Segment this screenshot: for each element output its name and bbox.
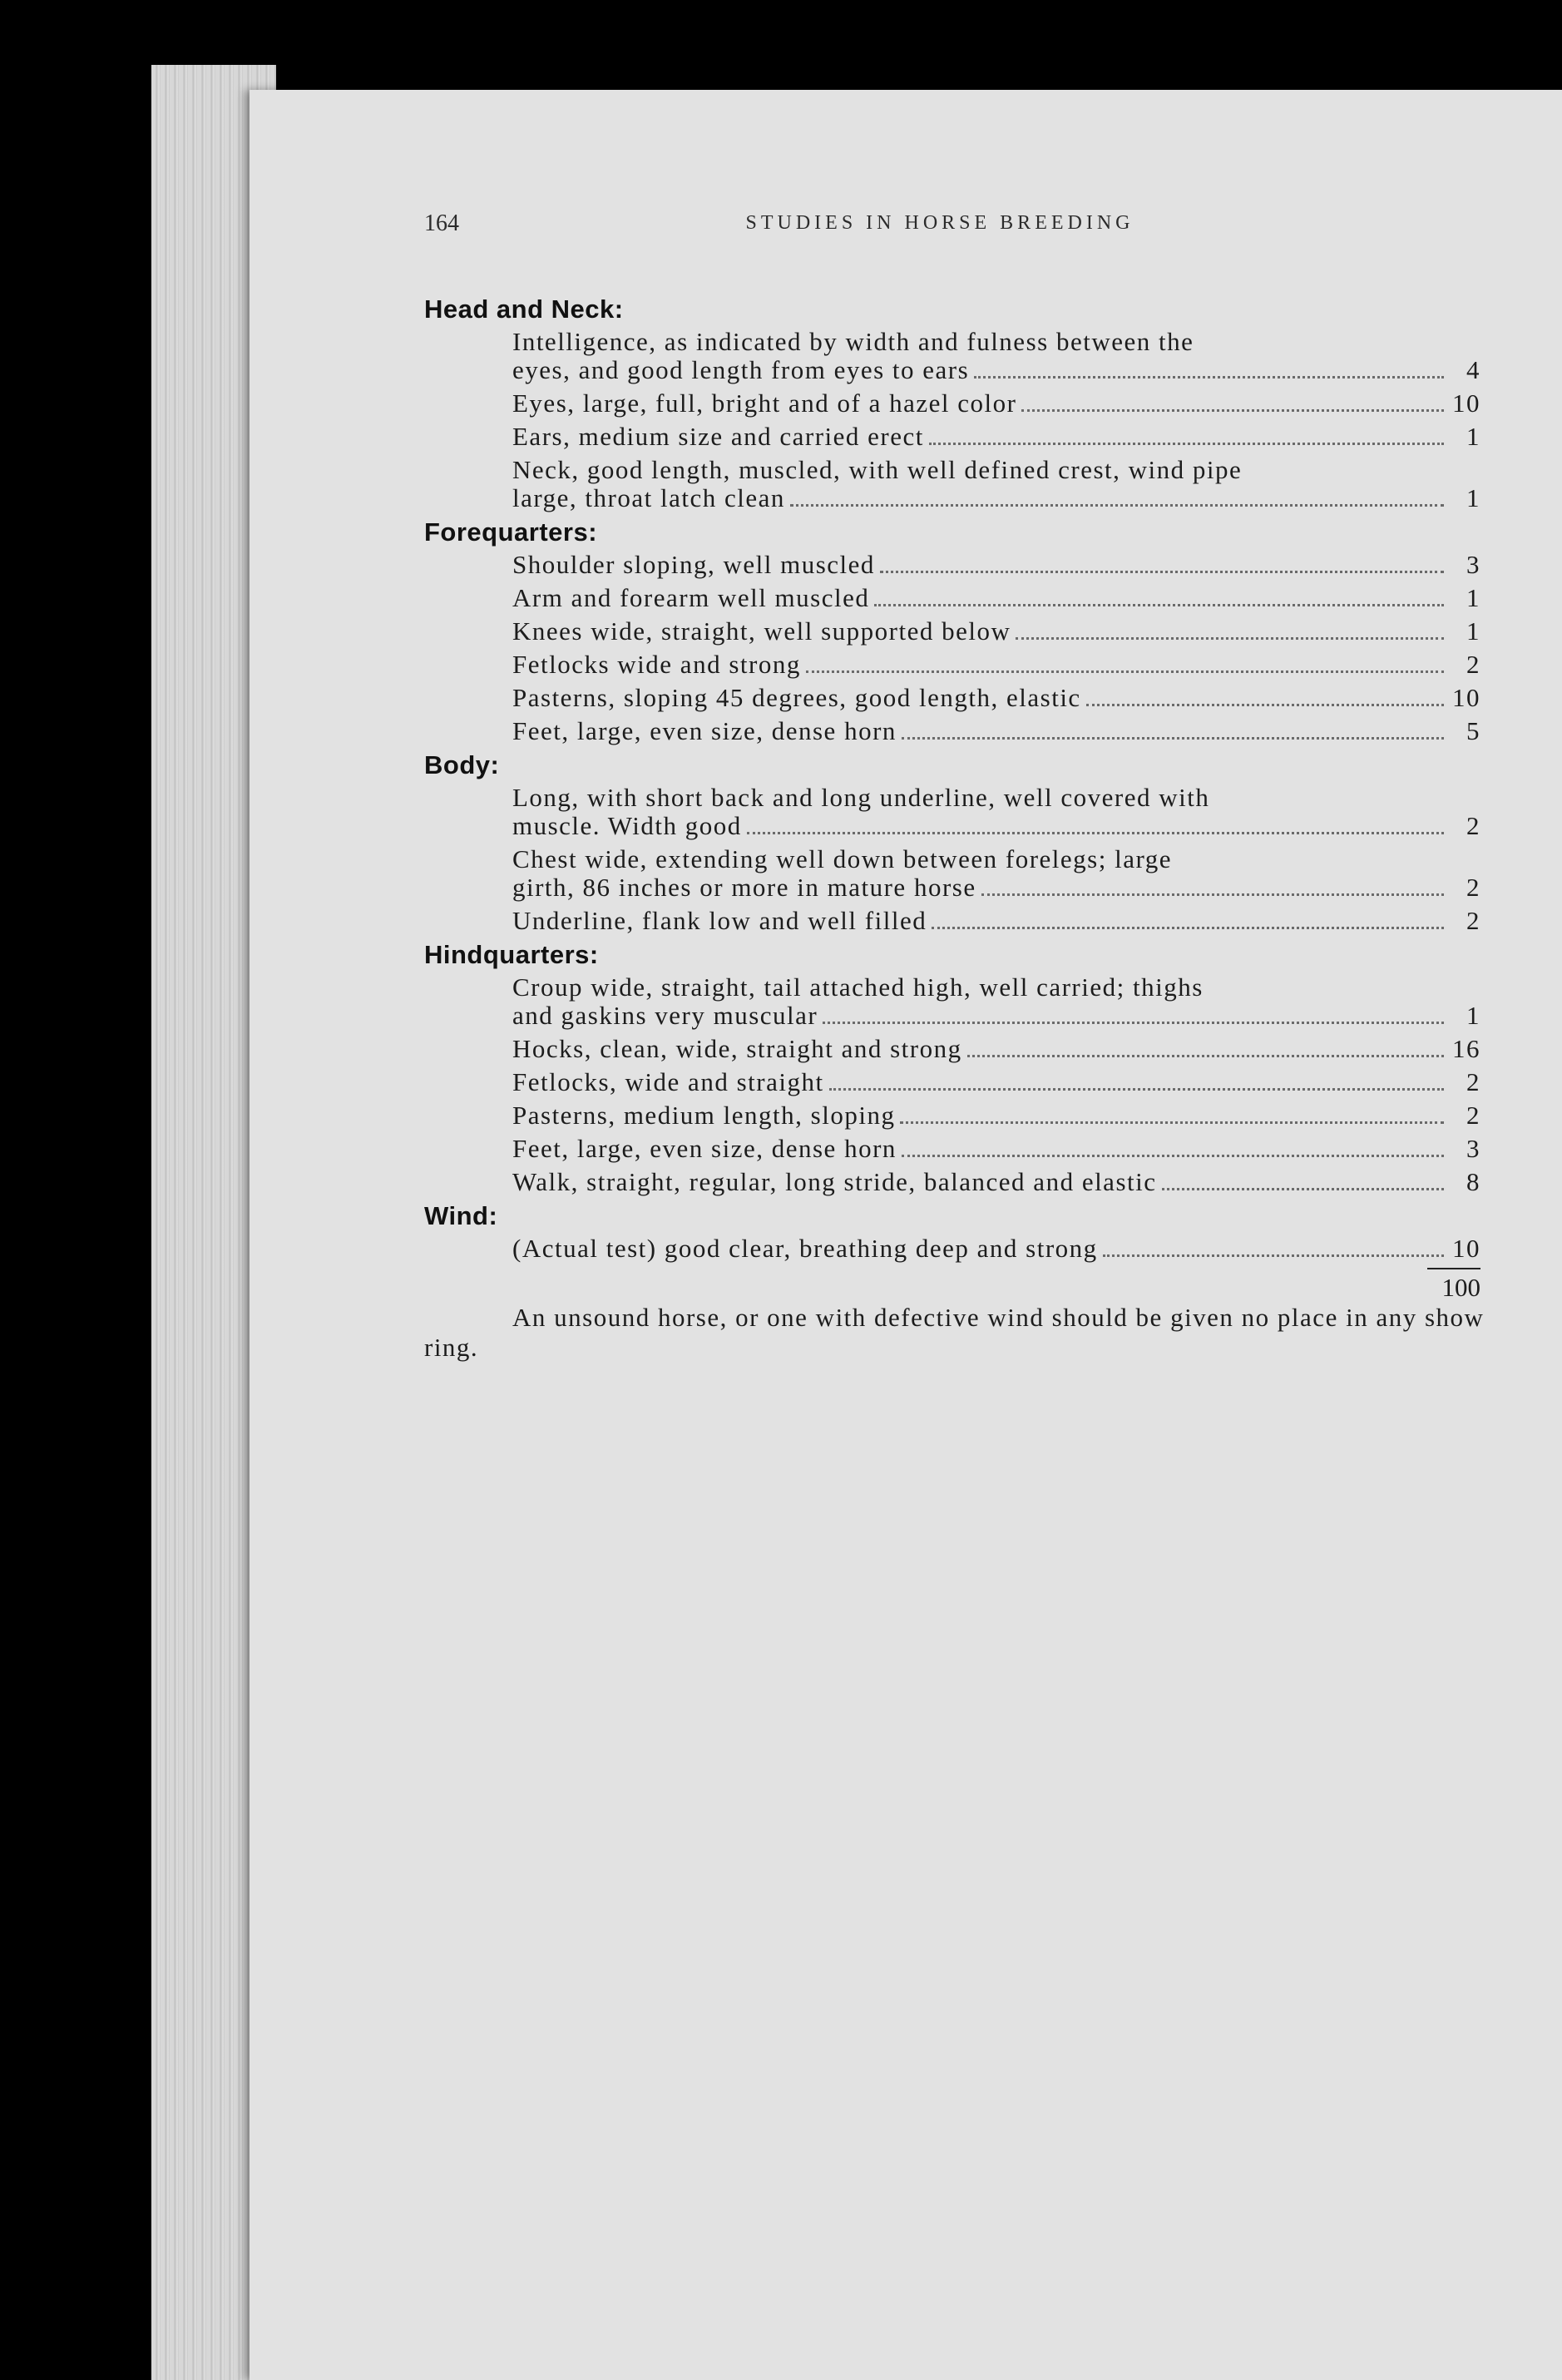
- score-item: [512, 684, 1480, 712]
- score-item: [512, 973, 1480, 1030]
- item-points: 10: [1452, 1234, 1480, 1263]
- item-text-line: Intelligence, as indicated by width and fulness between the: [512, 327, 1194, 356]
- item-text-line: Pasterns, medium length, sloping: [512, 1101, 896, 1130]
- score-item: [512, 1101, 1480, 1130]
- dot-leader: [1103, 1254, 1444, 1257]
- item-points: 1: [1466, 483, 1480, 512]
- item-text-line: eyes, and good length from eyes to ears: [512, 355, 970, 384]
- item-points: 1: [1466, 1001, 1480, 1030]
- section-heading: Wind:: [424, 1201, 498, 1230]
- item-points: 1: [1466, 583, 1480, 612]
- item-text-line: Neck, good length, muscled, with well defined crest, wind pipe: [512, 455, 1243, 484]
- score-item: [512, 1068, 1480, 1096]
- item-points: 3: [1466, 1134, 1480, 1163]
- item-text-line: Feet, large, even size, dense horn: [512, 716, 897, 745]
- dot-leader: [1162, 1188, 1445, 1190]
- item-points: 1: [1466, 422, 1480, 451]
- dot-leader: [1086, 704, 1444, 706]
- item-points: 2: [1466, 811, 1480, 840]
- score-item: [512, 907, 1480, 935]
- score-item: [512, 1235, 1480, 1263]
- section-heading: Forequarters:: [424, 517, 598, 547]
- item-text-line: Feet, large, even size, dense horn: [512, 1134, 897, 1163]
- item-text-line: large, throat latch clean: [512, 483, 785, 512]
- dot-leader: [974, 376, 1444, 379]
- score-item: [512, 1035, 1480, 1063]
- item-text-line: muscle. Width good: [512, 811, 742, 840]
- item-text-line: (Actual test) good clear, breathing deep and strong: [512, 1234, 1098, 1263]
- item-points: 2: [1466, 873, 1480, 902]
- score-item: [512, 584, 1480, 612]
- score-item: [512, 423, 1480, 451]
- item-text-line: girth, 86 inches or more in mature horse: [512, 873, 976, 902]
- item-text-line: Arm and forearm well muscled: [512, 583, 870, 612]
- score-section: [424, 750, 1480, 935]
- item-text-line: Shoulder sloping, well muscled: [512, 550, 875, 579]
- item-text-line: Pasterns, sloping 45 degrees, good length, elastic: [512, 683, 1081, 712]
- section-heading: Hindquarters:: [424, 940, 599, 969]
- total-row: [512, 1268, 1480, 1301]
- dot-leader: [1021, 409, 1444, 412]
- score-section: [424, 294, 1480, 512]
- dot-leader: [806, 670, 1444, 673]
- dot-leader: [900, 1121, 1444, 1124]
- running-title: STUDIES IN HORSE BREEDING: [745, 212, 1134, 234]
- section-heading: Body:: [424, 750, 500, 779]
- score-item: [512, 456, 1480, 512]
- footnote: An unsound horse, or one with defective wind should be given no place in any show ring.: [424, 1303, 1485, 1362]
- dot-leader: [874, 604, 1444, 606]
- dot-leader: [902, 1155, 1444, 1157]
- item-points: 10: [1452, 683, 1480, 712]
- score-card: [424, 289, 1485, 1363]
- section-heading: Head and Neck:: [424, 294, 624, 324]
- item-points: 3: [1466, 550, 1480, 579]
- dot-leader: [790, 504, 1444, 507]
- item-text-line: and gaskins very muscular: [512, 1001, 818, 1030]
- total-points: 100: [1441, 1273, 1480, 1302]
- score-item: [512, 1168, 1480, 1196]
- score-section: [424, 517, 1480, 745]
- item-text-line: Eyes, large, full, bright and of a hazel color: [512, 388, 1017, 418]
- item-text-line: Hocks, clean, wide, straight and strong: [512, 1034, 962, 1063]
- score-item: [512, 551, 1480, 579]
- item-text-line: Fetlocks, wide and straight: [512, 1067, 824, 1096]
- dot-leader: [1016, 637, 1444, 640]
- dot-leader: [880, 571, 1444, 573]
- score-item: [512, 717, 1480, 745]
- score-item: [512, 845, 1480, 902]
- item-points: 2: [1466, 1067, 1480, 1096]
- item-points: 2: [1466, 906, 1480, 935]
- item-text-line: Walk, straight, regular, long stride, balanced and elastic: [512, 1167, 1157, 1196]
- dot-leader: [747, 832, 1444, 834]
- total-rule: [1427, 1268, 1480, 1269]
- score-item: [512, 389, 1480, 418]
- book-page: [250, 90, 1562, 2380]
- score-item: [512, 651, 1480, 679]
- score-item: [512, 328, 1480, 384]
- dot-leader: [929, 443, 1444, 445]
- dot-leader: [902, 737, 1444, 740]
- score-section: [424, 940, 1480, 1196]
- dot-leader: [829, 1088, 1444, 1091]
- score-item: [512, 1135, 1480, 1163]
- item-text-line: Knees wide, straight, well supported below: [512, 616, 1011, 646]
- item-text-line: Long, with short back and long underline, well covered with: [512, 783, 1210, 812]
- item-text-line: Ears, medium size and carried erect: [512, 422, 924, 451]
- item-text-line: Chest wide, extending well down between forelegs; large: [512, 844, 1173, 873]
- item-text-line: Croup wide, straight, tail attached high, well carried; thighs: [512, 972, 1204, 1002]
- dot-leader: [967, 1055, 1444, 1057]
- item-points: 2: [1466, 650, 1480, 679]
- item-points: 16: [1452, 1034, 1480, 1063]
- item-text-line: Fetlocks wide and strong: [512, 650, 801, 679]
- item-points: 8: [1466, 1167, 1480, 1196]
- score-section: [424, 1201, 1480, 1263]
- dot-leader: [932, 927, 1444, 929]
- item-points: 10: [1452, 388, 1480, 418]
- dot-leader: [823, 1022, 1444, 1024]
- running-head: [424, 210, 1456, 244]
- score-item: [512, 617, 1480, 646]
- item-text-line: Underline, flank low and well filled: [512, 906, 927, 935]
- dot-leader: [981, 893, 1444, 896]
- item-points: 4: [1466, 355, 1480, 384]
- item-points: 2: [1466, 1101, 1480, 1130]
- item-points: 1: [1466, 616, 1480, 646]
- score-item: [512, 784, 1480, 840]
- page-number: 164: [424, 210, 459, 236]
- item-points: 5: [1466, 716, 1480, 745]
